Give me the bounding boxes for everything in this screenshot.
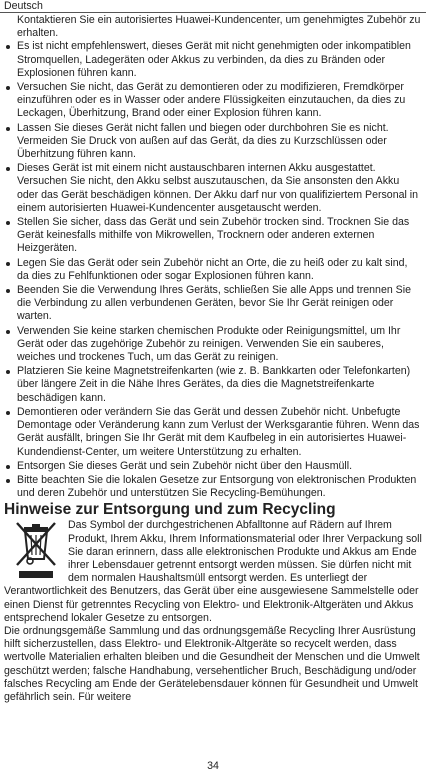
list-item: Beenden Sie die Verwendung Ihres Geräts, schließen Sie alle Apps und trennen Sie die Verbindung zu allen verbundenen Geräten, bevor Sie Ihr Gerät reinigen oder warten. (4, 284, 422, 324)
crossed-out-wheelie-bin-icon (10, 519, 62, 581)
safety-list (4, 40, 422, 500)
continued-text: Kontaktieren Sie ein autorisiertes Huawei-Kundencenter, um genehmigtes Zubehör zu erhalten. (17, 14, 421, 40)
header-language: Deutsch (4, 0, 43, 12)
list-item: Dieses Gerät ist mit einem nicht austauschbaren internen Akku ausgestattet. Versuchen Sie nicht, den Akku selbst auszutauschen, da Sie ansonsten den Akku oder das Gerät beschädigen können. Der Akku darf nur von qualifiziertem Personal in einem autorisierten Huawei-Kundencenter ausgetauscht werden. (4, 162, 422, 215)
list-item: Lassen Sie dieses Gerät nicht fallen und biegen oder durchbohren Sie es nicht. Vermeiden Sie Druck von außen auf das Gerät, da dies zu Kurzschlüssen oder Überhitzung führen kann. (4, 122, 422, 162)
disposal-paragraph: Das Symbol der durchgestrichenen Abfalltonne auf Rädern auf Ihrem Produkt, Ihrem Akku, Ihrem Informationsmaterial oder Ihrer Verpackung soll Sie daran erinnern, dass alle elektronischen Produkte und Akkus am Ende ihrer Lebensdauer getrennt entsorgt werden müssen. Sie dürfen nicht mit dem normalen Haushaltsmüll entsorgt werden. Es unterliegt der Verantwortlichkeit des Benutzers, das Gerät über eine ausgewiesene Sammelstelle oder einen Dienst für getrenntes Recycling von Elektro- und Elektronik-Altgeräten und Akkus entsprechend lokaler Gesetze zu entsorgen. (4, 519, 422, 624)
page-header (0, 0, 426, 13)
list-item: Platzieren Sie keine Magnetstreifenkarten (wie z. B. Bankkarten oder Telefonkarten) über längere Zeit in die Nähe Ihres Gerätes, da dies die Magnetstreifenkarte beschädigen kann. (4, 365, 422, 405)
recycling-paragraph: Die ordnungsgemäße Sammlung und das ordnungsgemäße Recycling Ihrer Ausrüstung hilft sicherzustellen, dass Elektro- und Elektronik-Altgeräte so recycelt werden, dass wertvolle Materialien erhalten bleiben und die Gesundheit der Menschen und die Umwelt geschützt werden; falsche Handhabung, versehentlicher Bruch, Beschädigung und/oder falsches Recycling am Ende der Gerätelebensdauer können für Gesundheit und Umwelt gefährlich sein. Für weitere (4, 624, 420, 703)
page-content (4, 14, 422, 704)
list-item: Entsorgen Sie dieses Gerät und sein Zubehör nicht über den Hausmüll. (4, 460, 422, 473)
list-item: Verwenden Sie keine starken chemischen Produkte oder Reinigungsmittel, um Ihr Gerät oder das zugehörige Zubehör zu reinigen. Verwenden Sie ein sauberes, weiches und trockenes Tuch, um das Gerät zu reinigen. (4, 325, 422, 365)
list-item: Stellen Sie sicher, dass das Gerät und sein Zubehör trocken sind. Trocknen Sie das Gerät keinesfalls mithilfe von Mikrowellen, Trocknern oder anderen externen Heizgeräten. (4, 216, 422, 256)
list-item: Es ist nicht empfehlenswert, dieses Gerät mit nicht genehmigten oder inkompatiblen Stromquellen, Ladegeräten oder Akkus zu verbinden, da dies zu Bränden oder Explosionen führen kann. (4, 40, 422, 80)
list-item: Versuchen Sie nicht, das Gerät zu demontieren oder zu modifizieren, Fremdkörper einzuführen oder es in Wasser oder andere Flüssigkeiten einzutauchen, da dies zu Leckagen, Überhitzung, Brand oder einer Explosion führen kann. (4, 81, 422, 121)
section-title: Hinweise zur Entsorgung und zum Recycling (4, 501, 336, 519)
disposal-section (4, 519, 422, 704)
list-item: Demontieren oder verändern Sie das Gerät und dessen Zubehör nicht. Unbefugte Demontage oder Veränderung kann zum Verlust der Werksgarantie führen. Wenn das Gerät ausfällt, bringen Sie Ihr Gerät mit dem Kaufbeleg in ein autorisiertes Huawei-Kundendienst-Center, um weitere Unterstützung zu erhalten. (4, 406, 422, 459)
page-number: 34 (207, 760, 219, 772)
list-item: Bitte beachten Sie die lokalen Gesetze zur Entsorgung von elektronischen Produkten und deren Zubehör und unterstützen Sie Recycling-Bemühungen. (4, 474, 422, 500)
list-item: Legen Sie das Gerät oder sein Zubehör nicht an Orte, die zu heiß oder zu kalt sind, da dies zu Fehlfunktionen oder sogar Explosionen führen kann. (4, 257, 422, 283)
